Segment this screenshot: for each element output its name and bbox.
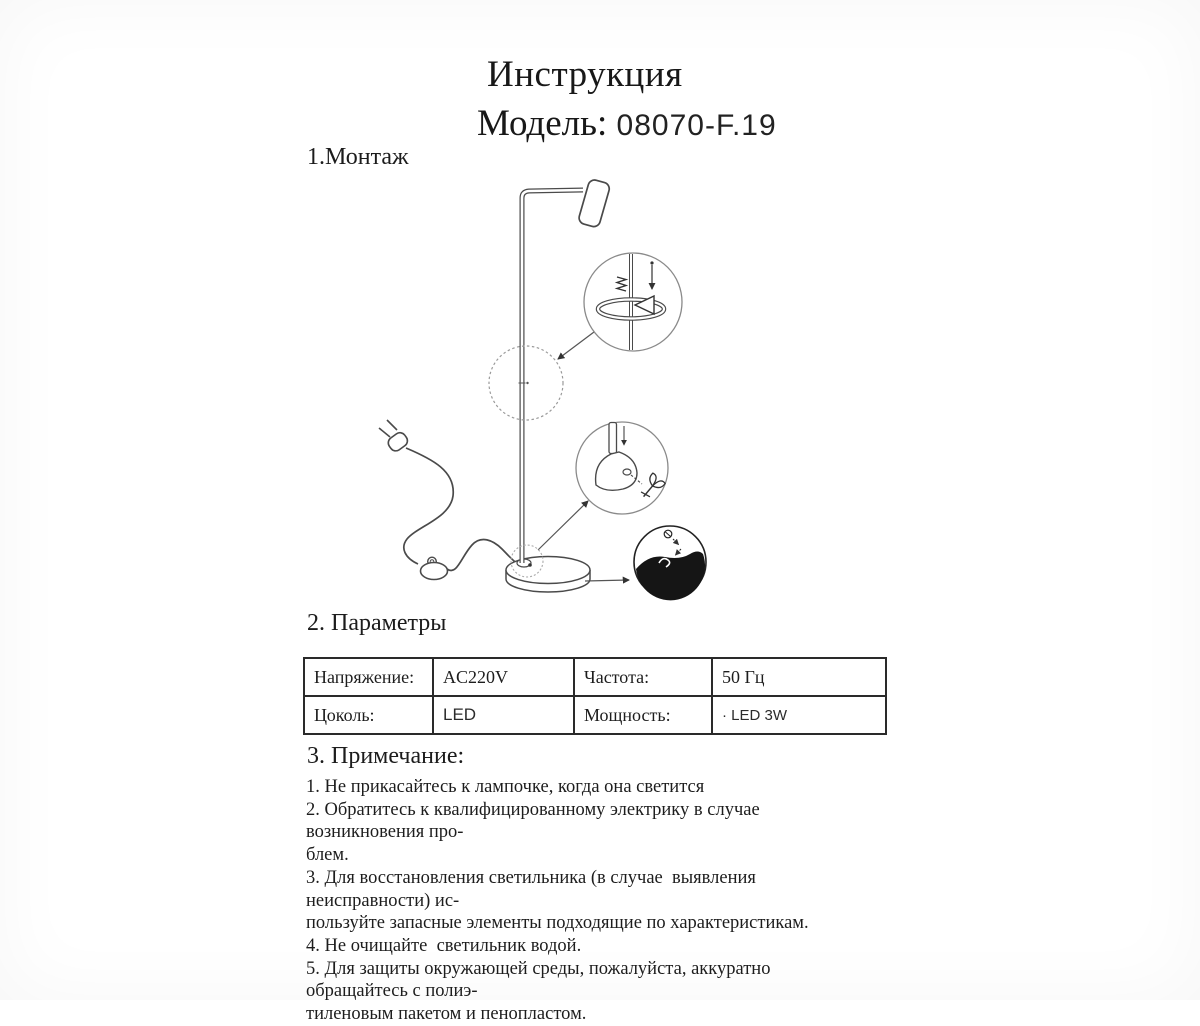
note-line: 4. Не очищайте светильник водой. xyxy=(306,935,582,956)
note-line: блем. xyxy=(306,845,349,866)
table-row xyxy=(304,658,886,696)
power-plug-icon xyxy=(379,420,410,453)
leader-arrow-pole-detail xyxy=(558,332,594,359)
detail-base-mount-wing-screw-icon xyxy=(576,422,668,514)
table-row xyxy=(304,696,886,734)
param-value-voltage: AC220V xyxy=(433,658,574,696)
detail-pole-screw-rotation-icon xyxy=(584,253,682,351)
note-line: 3. Для восстановления светильника (в случае выявления неисправности) ис- xyxy=(306,867,761,911)
model-line xyxy=(477,102,777,145)
param-value-power: · LED 3W xyxy=(712,696,886,734)
param-label-socket: Цоколь: xyxy=(304,696,433,734)
note-line: пользуйте запасные элементы подходящие по характеристикам. xyxy=(306,913,809,934)
notes-list xyxy=(306,776,866,1026)
param-value-socket: LED xyxy=(433,696,574,734)
page-title: Инструкция xyxy=(487,54,683,95)
section-heading-parameters: 2. Параметры xyxy=(307,610,447,636)
model-label: Модель: xyxy=(477,103,608,144)
leader-arrow-base-detail xyxy=(585,580,629,581)
power-cord xyxy=(404,448,518,571)
param-label-voltage: Напряжение: xyxy=(304,658,433,696)
parameters-table xyxy=(303,657,887,735)
note-line: 1. Не прикасайтесь к лампочке, когда она светится xyxy=(306,777,705,797)
detail-base-underside-icon xyxy=(634,526,706,600)
foot-switch xyxy=(421,557,448,579)
pole-joint-callout-circle xyxy=(489,346,563,420)
note-line: тиленовым пакетом и пенопластом. xyxy=(306,1004,587,1025)
param-label-power: Мощность: xyxy=(574,696,712,734)
lamp-head xyxy=(578,178,611,228)
leader-arrow-mount-detail xyxy=(538,501,588,550)
lamp-assembly-diagram xyxy=(360,165,730,615)
param-value-frequency: 50 Гц xyxy=(712,658,886,696)
note-line: 2. Обратитесь к квалифицированному электрику в случае возникновения про- xyxy=(306,799,765,843)
model-value: 08070-F.19 xyxy=(616,109,777,142)
section-heading-montage: 1.Монтаж xyxy=(307,144,409,170)
section-heading-notes: 3. Примечание: xyxy=(307,743,465,769)
param-label-frequency: Частота: xyxy=(574,658,712,696)
lamp-pole xyxy=(519,190,584,563)
note-line: 5. Для защиты окружающей среды, пожалуйста, аккуратно обращайтесь с полиэ- xyxy=(306,958,776,1002)
